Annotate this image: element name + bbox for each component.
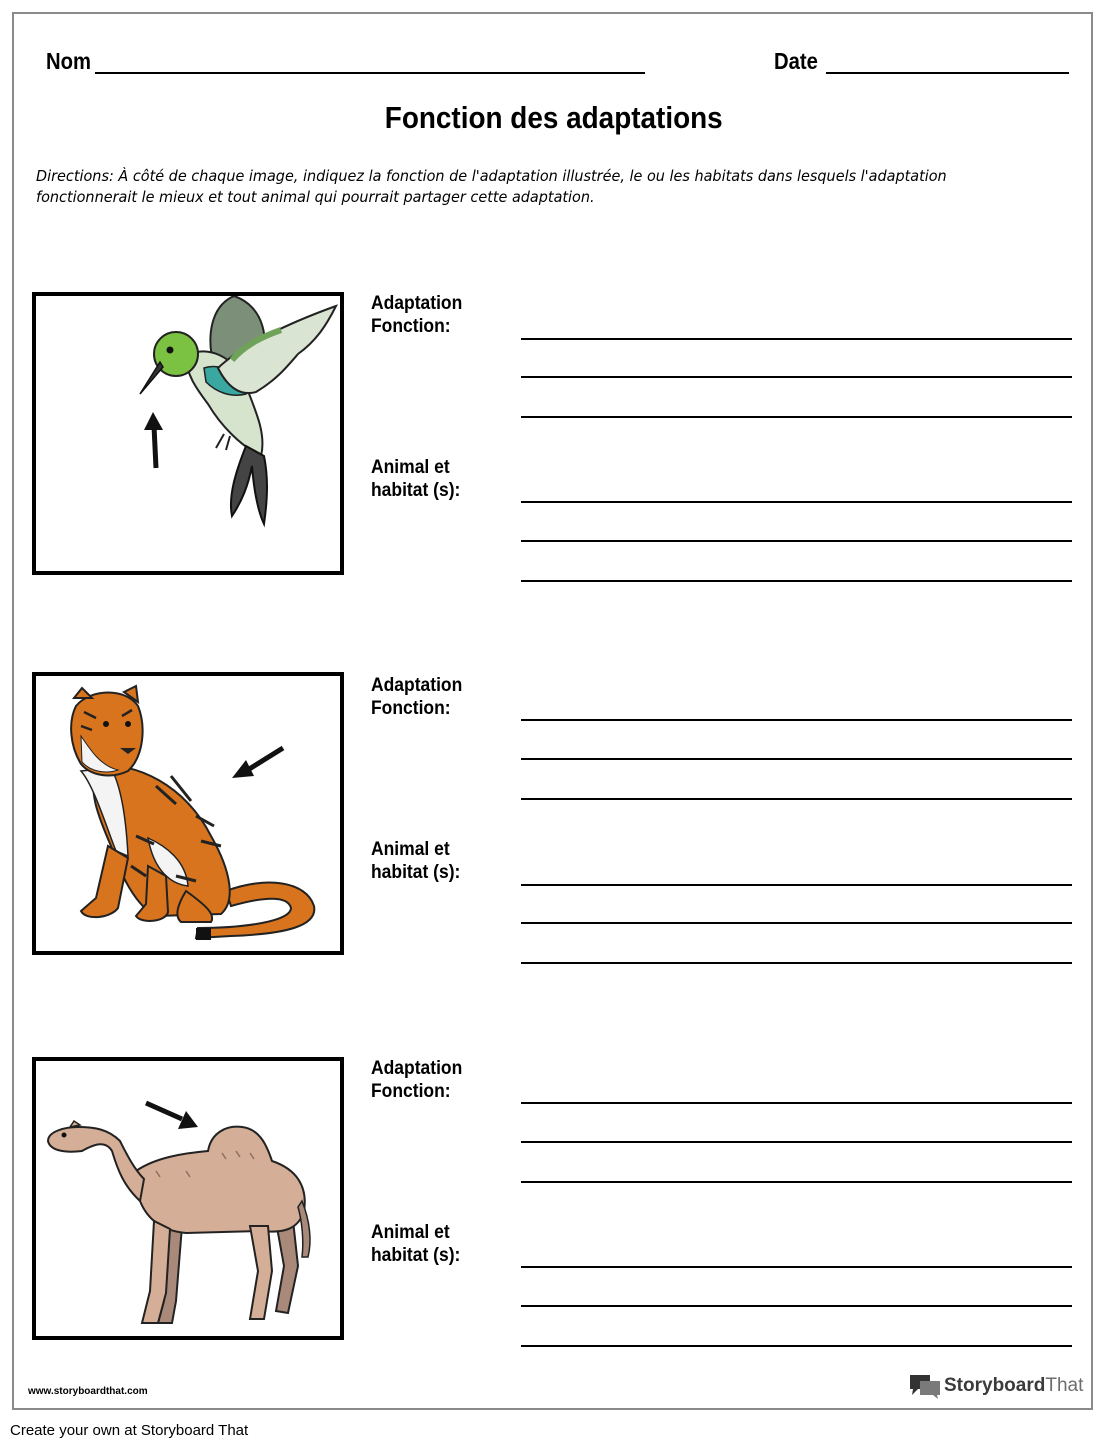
habitat-write-line[interactable] (521, 884, 1072, 886)
hummingbird-pointer-arrow (36, 296, 340, 571)
function-write-line[interactable] (521, 376, 1072, 378)
logo-wordmark: StoryboardThat (944, 1375, 1084, 1396)
adaptation-function-label-3: Adaptation Fonction: (371, 1058, 463, 1102)
function-write-line[interactable] (521, 758, 1072, 760)
habitat-write-line[interactable] (521, 922, 1072, 924)
directions-text: Directions: À côté de chaque image, indiquez la fonction de l'adaptation illustrée, le ou les habitats dans lesquels l'adaptation fonctionnerait le mieux et tout animal qui pourrait partager cette adaptation. (36, 167, 947, 206)
function-write-line[interactable] (521, 416, 1072, 418)
function-write-line[interactable] (521, 1181, 1072, 1183)
page-title: Fonction des adaptations (384, 100, 723, 135)
adaptation-function-label-2: Adaptation Fonction: (371, 675, 463, 719)
function-write-line[interactable] (521, 1141, 1072, 1143)
habitat-write-line[interactable] (521, 1345, 1072, 1347)
camel-image-frame (32, 1057, 344, 1340)
habitat-write-line[interactable] (521, 1266, 1072, 1268)
name-label: Nom (46, 48, 91, 74)
name-write-line[interactable] (95, 72, 645, 74)
habitat-write-line[interactable] (521, 1305, 1072, 1307)
habitat-write-line[interactable] (521, 580, 1072, 582)
habitat-write-line[interactable] (521, 501, 1072, 503)
habitat-write-line[interactable] (521, 962, 1072, 964)
date-write-line[interactable] (826, 72, 1069, 74)
function-write-line[interactable] (521, 338, 1072, 340)
tiger-pointer-arrow (36, 676, 340, 951)
footer-credit[interactable]: Create your own at Storyboard That (10, 1422, 249, 1439)
animal-habitat-label-3: Animal et habitat (s): (371, 1222, 461, 1266)
function-write-line[interactable] (521, 719, 1072, 721)
camel-pointer-arrow (36, 1061, 340, 1336)
speech-bubble-icon (908, 1373, 942, 1399)
function-write-line[interactable] (521, 798, 1072, 800)
date-label: Date (774, 48, 818, 74)
adaptation-function-label-1: Adaptation Fonction: (371, 293, 463, 337)
function-write-line[interactable] (521, 1102, 1072, 1104)
tiger-image-frame (32, 672, 344, 955)
footer-url[interactable]: www.storyboardthat.com (28, 1386, 148, 1397)
habitat-write-line[interactable] (521, 540, 1072, 542)
animal-habitat-label-2: Animal et habitat (s): (371, 839, 461, 883)
hummingbird-image-frame (32, 292, 344, 575)
animal-habitat-label-1: Animal et habitat (s): (371, 457, 461, 501)
